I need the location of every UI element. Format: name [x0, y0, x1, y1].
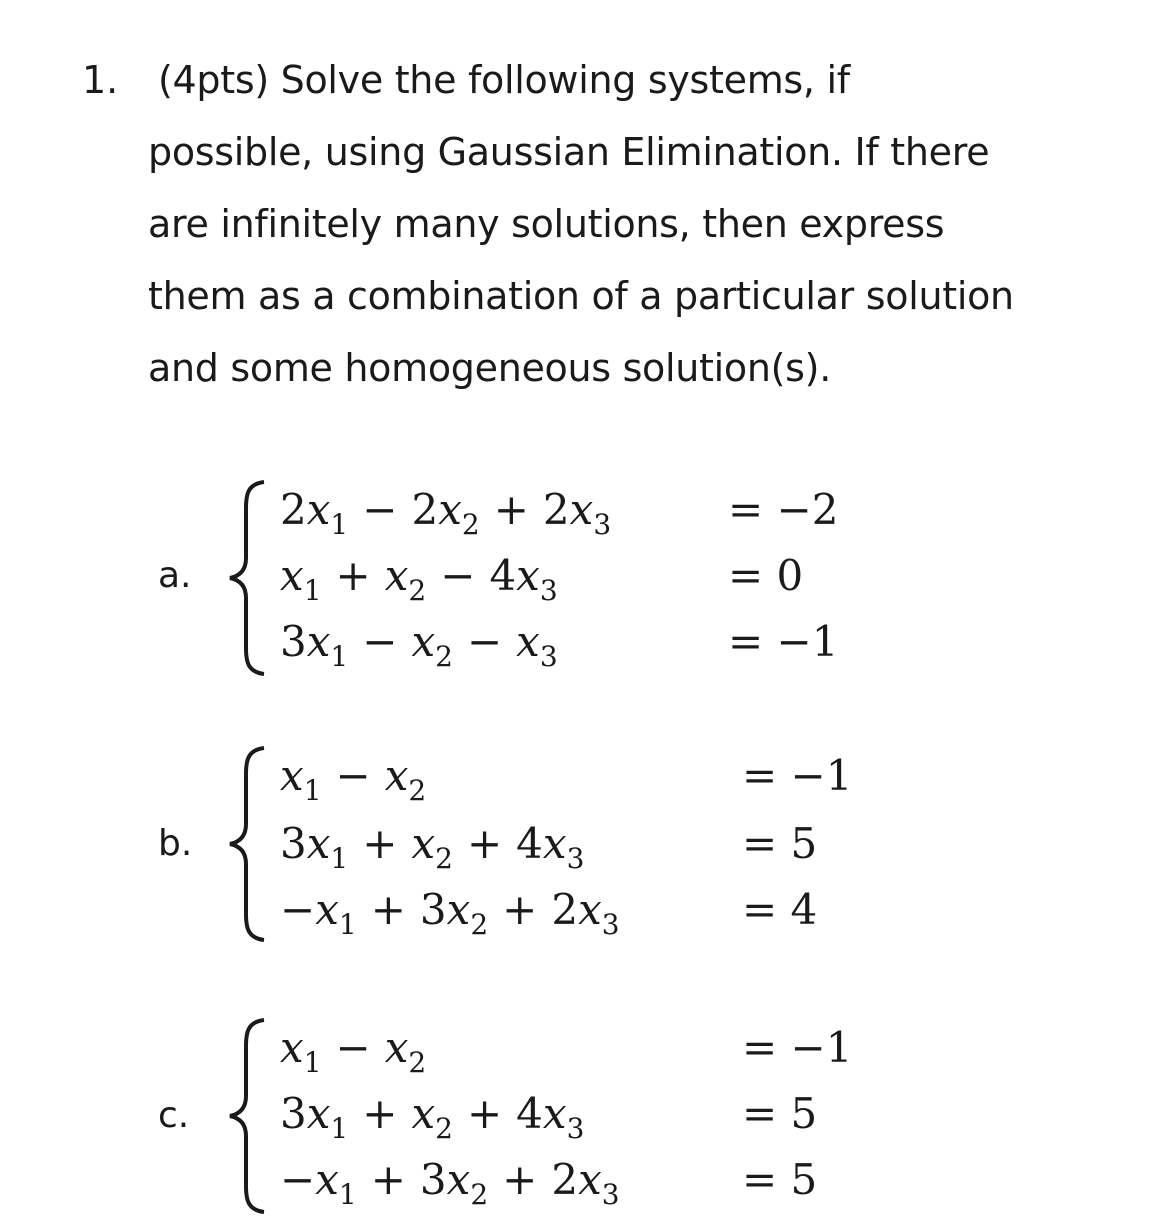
equation-lhs: $3x_1 + x_2 + 4x_3$: [280, 1089, 585, 1145]
system-a: [0, 476, 1170, 676]
system-b: [0, 742, 1170, 942]
equation-rhs: = −1: [742, 751, 853, 800]
equation-rhs: = −1: [742, 1023, 853, 1072]
statement-line: possible, using Gaussian Elimination. If there: [148, 130, 990, 174]
statement-line: (4pts) Solve the following systems, if: [158, 58, 850, 102]
equation-rhs: = 4: [742, 885, 818, 934]
equation-lhs: $3x_1 + x_2 + 4x_3$: [280, 819, 585, 875]
equation-lhs: $2x_1 - 2x_2 + 2x_3$: [280, 485, 612, 541]
system-label: b.: [158, 823, 193, 864]
equation-rhs: = 5: [742, 819, 818, 868]
statement-line: and some homogeneous solution(s).: [148, 346, 831, 390]
equation-lhs: $3x_1 - x_2 - x_3$: [280, 617, 558, 673]
equation-lhs: $x_1 - x_2$: [280, 1023, 427, 1079]
equation-lhs: $x_1 - x_2$: [280, 751, 427, 807]
problem-number: 1.: [82, 58, 119, 102]
statement-line: are infinitely many solutions, then express: [148, 202, 945, 246]
equation-rhs: = 0: [728, 551, 804, 600]
equation-rhs: = 5: [742, 1089, 818, 1138]
left-brace-icon: [226, 1016, 272, 1216]
equation-rhs: = −2: [728, 485, 839, 534]
system-label: c.: [158, 1095, 190, 1136]
statement-line: them as a combination of a particular solution: [148, 274, 1014, 318]
equation-lhs: $-x_1 + 3x_2 + 2x_3$: [280, 885, 620, 941]
system-label: a.: [158, 555, 192, 596]
equation-lhs: $x_1 + x_2 - 4x_3$: [280, 551, 558, 607]
equation-lhs: $-x_1 + 3x_2 + 2x_3$: [280, 1155, 620, 1211]
left-brace-icon: [226, 744, 272, 944]
system-c: [0, 1014, 1170, 1214]
left-brace-icon: [226, 478, 272, 678]
equation-rhs: = −1: [728, 617, 839, 666]
equation-rhs: = 5: [742, 1155, 818, 1204]
problem-statement: [148, 54, 1138, 414]
